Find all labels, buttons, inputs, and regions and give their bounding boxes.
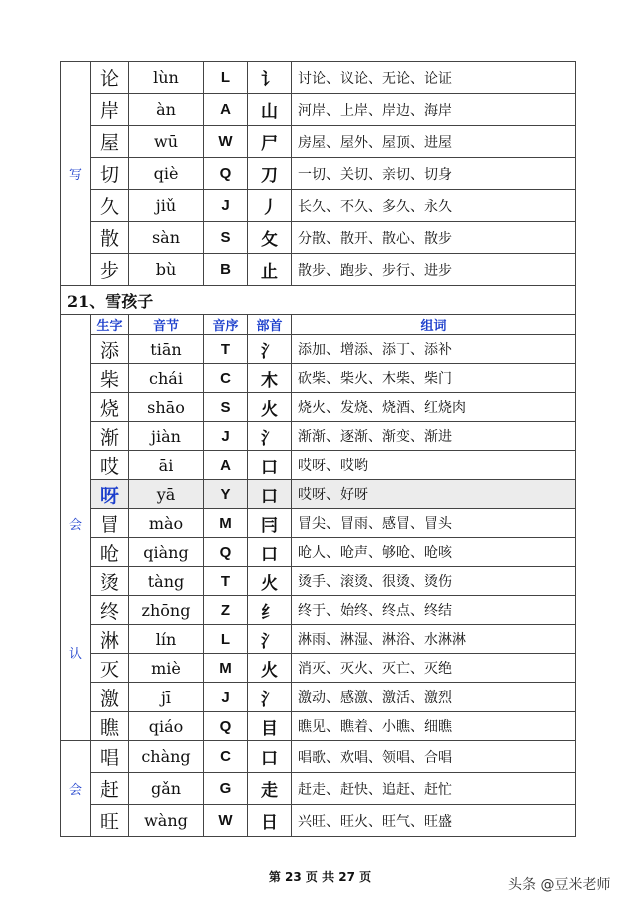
radical-cell: 冃 (248, 509, 292, 538)
table-row (61, 805, 576, 837)
letter-cell: C (204, 741, 248, 773)
letter-cell: S (204, 222, 248, 254)
radical-cell: 氵 (248, 422, 292, 451)
letter-cell: Q (204, 158, 248, 190)
table-row (61, 190, 576, 222)
letter-cell: T (204, 335, 248, 364)
char-cell: 瞧 (91, 712, 129, 741)
pinyin-cell: jiàn (129, 422, 204, 451)
pinyin-cell: qiè (129, 158, 204, 190)
table-row (61, 364, 576, 393)
table-row (61, 712, 576, 741)
pinyin-cell: qiáo (129, 712, 204, 741)
words-cell: 分散、散开、散心、散步 (292, 222, 576, 254)
words-cell: 淋雨、淋湿、淋浴、水淋淋 (292, 625, 576, 654)
pinyin-cell: gǎn (129, 773, 204, 805)
header-pinyin: 音节 (129, 315, 204, 335)
words-cell: 哎呀、哎哟 (292, 451, 576, 480)
pinyin-cell: āi (129, 451, 204, 480)
table-row (61, 773, 576, 805)
radical-cell: 口 (248, 480, 292, 509)
table-row (61, 741, 576, 773)
letter-cell: C (204, 364, 248, 393)
char-cell: 添 (91, 335, 129, 364)
table-row (61, 158, 576, 190)
header-letter: 音序 (204, 315, 248, 335)
radical-cell: 目 (248, 712, 292, 741)
letter-cell: W (204, 805, 248, 837)
radical-cell: 讠 (248, 62, 292, 94)
pinyin-cell: àn (129, 94, 204, 126)
pinyin-cell: wàng (129, 805, 204, 837)
pinyin-cell: bù (129, 254, 204, 286)
words-cell: 消灭、灭火、灭亡、灭绝 (292, 654, 576, 683)
table-row (61, 683, 576, 712)
radical-cell: 尸 (248, 126, 292, 158)
table-row (61, 625, 576, 654)
pinyin-cell: jiǔ (129, 190, 204, 222)
pinyin-cell: qiàng (129, 538, 204, 567)
letter-cell: Z (204, 596, 248, 625)
pinyin-cell: mào (129, 509, 204, 538)
table-row (61, 126, 576, 158)
char-cell: 论 (91, 62, 129, 94)
table-row (61, 538, 576, 567)
words-cell: 砍柴、柴火、木柴、柴门 (292, 364, 576, 393)
letter-cell: S (204, 393, 248, 422)
letter-cell: J (204, 190, 248, 222)
side-label-hui: 会 (68, 517, 82, 533)
char-cell: 步 (91, 254, 129, 286)
words-cell: 散步、跑步、步行、进步 (292, 254, 576, 286)
page-footer: 第 23 页 共 27 页 (268, 870, 372, 884)
header-char: 生字 (91, 315, 129, 335)
letter-cell: M (204, 654, 248, 683)
table-row (61, 422, 576, 451)
words-cell: 烫手、滚烫、很烫、烫伤 (292, 567, 576, 596)
letter-cell: J (204, 422, 248, 451)
words-cell: 渐渐、逐渐、渐变、渐进 (292, 422, 576, 451)
pinyin-cell: lín (129, 625, 204, 654)
radical-cell: 木 (248, 364, 292, 393)
pinyin-cell: tàng (129, 567, 204, 596)
char-cell: 渐 (91, 422, 129, 451)
words-cell: 终于、始终、终点、终结 (292, 596, 576, 625)
letter-cell: Q (204, 712, 248, 741)
words-cell: 激动、感激、激活、激烈 (292, 683, 576, 712)
char-cell: 柴 (91, 364, 129, 393)
radical-cell: 刀 (248, 158, 292, 190)
radical-cell: 纟 (248, 596, 292, 625)
side-label-write-2: 会 (61, 741, 91, 837)
pinyin-cell: miè (129, 654, 204, 683)
lesson-title: 21、雪孩子 (61, 286, 576, 315)
pinyin-cell: wū (129, 126, 204, 158)
words-cell: 添加、增添、添丁、添补 (292, 335, 576, 364)
radical-cell: 火 (248, 567, 292, 596)
words-cell: 瞧见、瞧着、小瞧、细瞧 (292, 712, 576, 741)
side-label-recognize (61, 315, 91, 741)
char-cell: 呛 (91, 538, 129, 567)
words-cell: 赶走、赶快、追赶、赶忙 (292, 773, 576, 805)
table-row (61, 335, 576, 364)
char-cell: 切 (91, 158, 129, 190)
radical-cell: 口 (248, 451, 292, 480)
radical-cell: 氵 (248, 625, 292, 654)
char-cell: 哎 (91, 451, 129, 480)
radical-cell: 攵 (248, 222, 292, 254)
table-row (61, 654, 576, 683)
words-cell: 兴旺、旺火、旺气、旺盛 (292, 805, 576, 837)
pinyin-cell: shāo (129, 393, 204, 422)
letter-cell: Y (204, 480, 248, 509)
pinyin-cell: chái (129, 364, 204, 393)
table-row (61, 94, 576, 126)
char-cell: 灭 (91, 654, 129, 683)
char-cell: 散 (91, 222, 129, 254)
table-row (61, 254, 576, 286)
letter-cell: T (204, 567, 248, 596)
char-cell: 屋 (91, 126, 129, 158)
char-cell: 终 (91, 596, 129, 625)
table-row (61, 509, 576, 538)
pinyin-cell: sàn (129, 222, 204, 254)
side-label-ren: 认 (68, 646, 82, 662)
lesson-title-row (61, 286, 576, 315)
char-cell: 赶 (91, 773, 129, 805)
watermark: 头条 @豆米老师 (508, 877, 611, 893)
table-row-highlighted (61, 480, 576, 509)
pinyin-cell: tiān (129, 335, 204, 364)
vocabulary-table (60, 61, 576, 837)
radical-cell: 日 (248, 805, 292, 837)
words-cell: 一切、关切、亲切、切身 (292, 158, 576, 190)
pinyin-cell: zhōng (129, 596, 204, 625)
char-cell: 久 (91, 190, 129, 222)
char-cell: 呀 (91, 480, 129, 509)
pinyin-cell: jī (129, 683, 204, 712)
header-row (61, 315, 576, 335)
table-row (61, 451, 576, 480)
pinyin-cell: chàng (129, 741, 204, 773)
radical-cell: 走 (248, 773, 292, 805)
words-cell: 唱歌、欢唱、领唱、合唱 (292, 741, 576, 773)
words-cell: 冒尖、冒雨、感冒、冒头 (292, 509, 576, 538)
radical-cell: 丿 (248, 190, 292, 222)
letter-cell: B (204, 254, 248, 286)
words-cell: 讨论、议论、无论、论证 (292, 62, 576, 94)
table-row (61, 222, 576, 254)
char-cell: 淋 (91, 625, 129, 654)
letter-cell: J (204, 683, 248, 712)
header-radical: 部首 (248, 315, 292, 335)
letter-cell: M (204, 509, 248, 538)
char-cell: 激 (91, 683, 129, 712)
radical-cell: 山 (248, 94, 292, 126)
radical-cell: 火 (248, 393, 292, 422)
letter-cell: L (204, 62, 248, 94)
char-cell: 唱 (91, 741, 129, 773)
pinyin-cell: lùn (129, 62, 204, 94)
letter-cell: L (204, 625, 248, 654)
radical-cell: 火 (248, 654, 292, 683)
letter-cell: G (204, 773, 248, 805)
radical-cell: 口 (248, 538, 292, 567)
letter-cell: Q (204, 538, 248, 567)
table-row (61, 62, 576, 94)
char-cell: 旺 (91, 805, 129, 837)
letter-cell: W (204, 126, 248, 158)
radical-cell: 止 (248, 254, 292, 286)
table-row (61, 567, 576, 596)
table-row (61, 393, 576, 422)
pinyin-cell: yā (129, 480, 204, 509)
char-cell: 烫 (91, 567, 129, 596)
char-cell: 岸 (91, 94, 129, 126)
header-words: 组词 (292, 315, 576, 335)
letter-cell: A (204, 94, 248, 126)
words-cell: 烧火、发烧、烧酒、红烧肉 (292, 393, 576, 422)
radical-cell: 氵 (248, 683, 292, 712)
radical-cell: 口 (248, 741, 292, 773)
radical-cell: 氵 (248, 335, 292, 364)
char-cell: 冒 (91, 509, 129, 538)
words-cell: 河岸、上岸、岸边、海岸 (292, 94, 576, 126)
char-cell: 烧 (91, 393, 129, 422)
words-cell: 呛人、呛声、够呛、呛咳 (292, 538, 576, 567)
words-cell: 长久、不久、多久、永久 (292, 190, 576, 222)
words-cell: 哎呀、好呀 (292, 480, 576, 509)
letter-cell: A (204, 451, 248, 480)
table-row (61, 596, 576, 625)
side-label-write: 写 (61, 62, 91, 286)
words-cell: 房屋、屋外、屋顶、进屋 (292, 126, 576, 158)
